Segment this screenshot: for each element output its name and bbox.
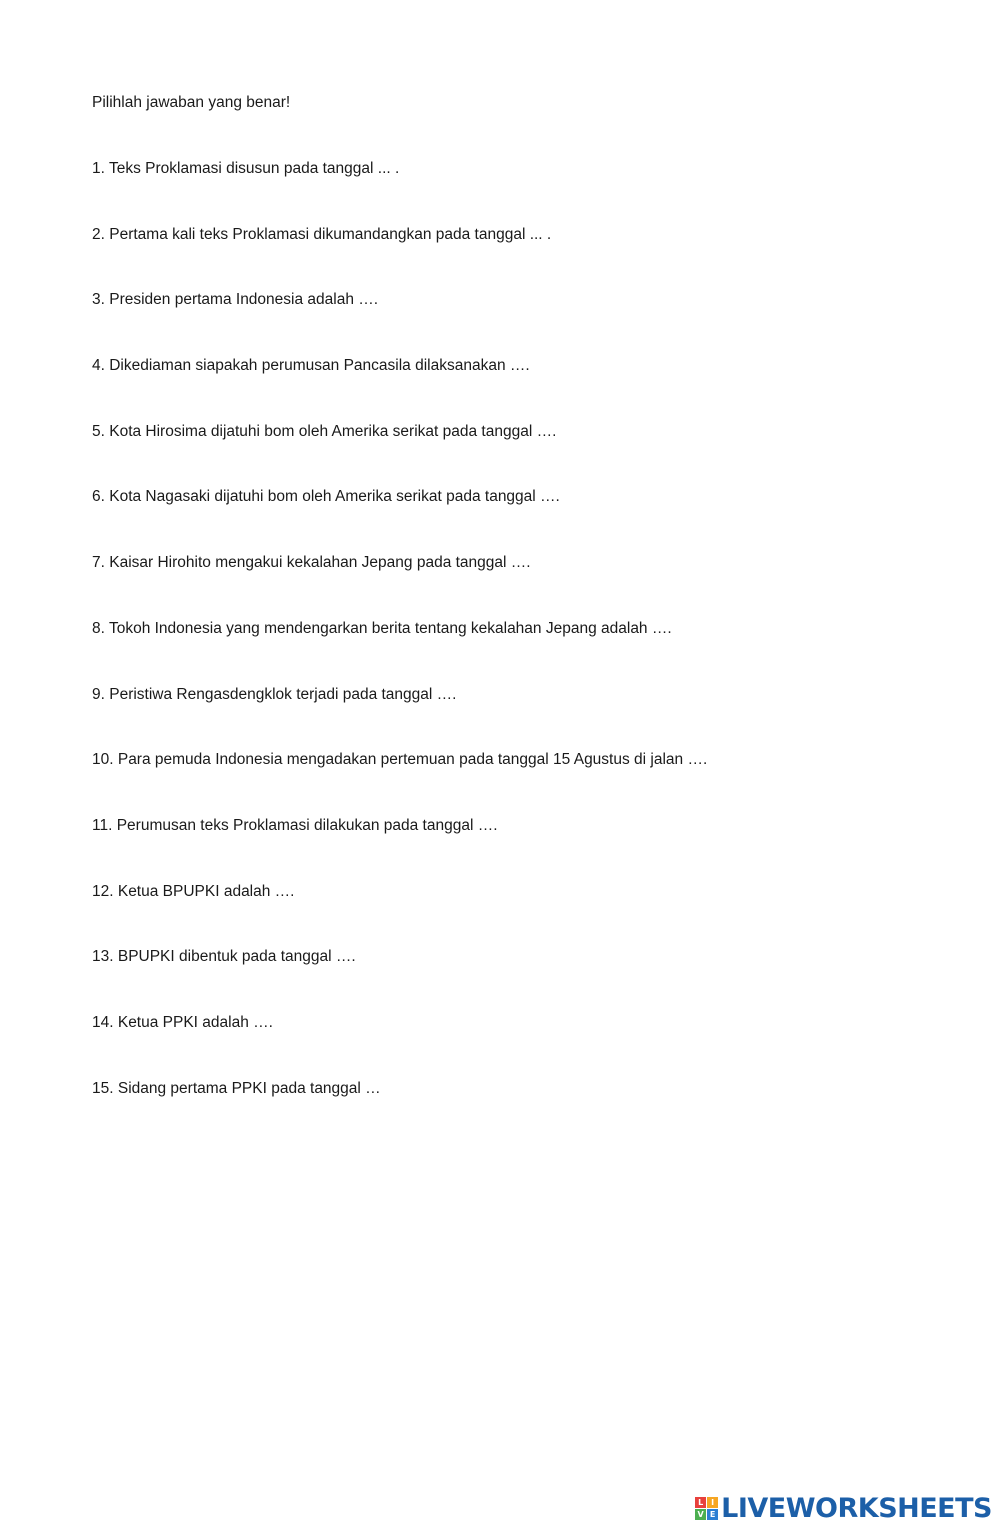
- question-item: 8. Tokoh Indonesia yang mendengarkan berita tentang kekalahan Jepang adalah ….: [92, 619, 672, 637]
- question-item: 4. Dikediaman siapakah perumusan Pancasila dilaksanakan ….: [92, 357, 530, 375]
- question-item: 15. Sidang pertama PPKI pada tanggal …: [92, 1079, 381, 1097]
- question-item: 13. BPUPKI dibentuk pada tanggal ….: [92, 948, 356, 966]
- question-item: 11. Perumusan teks Proklamasi dilakukan pada tanggal ….: [92, 816, 498, 834]
- question-item: 1. Teks Proklamasi disusun pada tanggal ... .: [92, 160, 400, 177]
- instruction-text: Pilihlah jawaban yang benar!: [92, 94, 291, 111]
- logo-tile-e: E: [707, 1509, 718, 1520]
- question-item: 3. Presiden pertama Indonesia adalah ….: [92, 291, 379, 309]
- worksheet: [92, 92, 952, 1097]
- question-item: 9. Peristiwa Rengasdengklok terjadi pada tanggal ….: [92, 685, 457, 703]
- question-item: 12. Ketua BPUPKI adalah ….: [92, 882, 295, 900]
- logo-tile-i: I: [707, 1497, 718, 1508]
- liveworksheets-logo-icon: [695, 1497, 718, 1520]
- question-item: 14. Ketua PPKI adalah ….: [92, 1013, 273, 1031]
- liveworksheets-logo[interactable]: [695, 1493, 992, 1524]
- liveworksheets-logo-text: LIVEWORKSHEETS: [721, 1493, 992, 1524]
- question-item: 6. Kota Nagasaki dijatuhi bom oleh Amerika serikat pada tanggal ….: [92, 488, 560, 506]
- question-item: 2. Pertama kali teks Proklamasi dikumandangkan pada tanggal ... .: [92, 225, 552, 243]
- logo-tile-v: V: [695, 1509, 706, 1520]
- logo-tile-l: L: [695, 1497, 706, 1508]
- question-list: [92, 158, 707, 1143]
- question-item: 5. Kota Hirosima dijatuhi bom oleh Amerika serikat pada tanggal ….: [92, 422, 557, 440]
- question-item: 7. Kaisar Hirohito mengakui kekalahan Jepang pada tanggal ….: [92, 554, 531, 572]
- question-item: 10. Para pemuda Indonesia mengadakan pertemuan pada tanggal 15 Agustus di jalan ….: [92, 751, 708, 769]
